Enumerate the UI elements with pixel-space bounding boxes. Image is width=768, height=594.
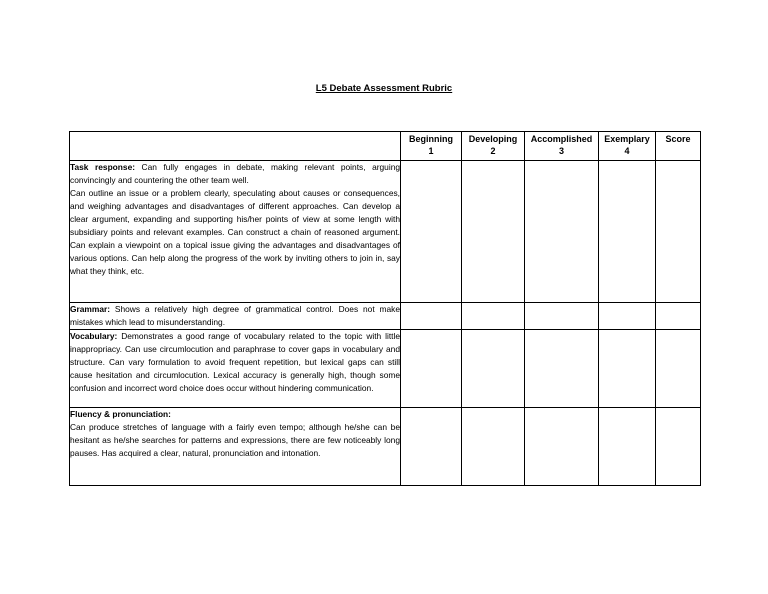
header-developing — [462, 132, 525, 161]
score-cell-developing[interactable] — [462, 161, 525, 303]
score-cell-developing[interactable] — [462, 330, 525, 408]
criterion-text: Shows a relatively high degree of grammatical control. Does not make mistakes which lead to misunderstanding. — [70, 304, 400, 327]
score-cell-accomplished[interactable] — [525, 408, 599, 486]
table-row-vocabulary — [70, 330, 701, 408]
column-label: Accomplished — [530, 134, 593, 144]
document-title: L5 Debate Assessment Rubric — [315, 83, 453, 94]
header-score — [656, 132, 701, 161]
score-cell-score[interactable] — [656, 330, 701, 408]
score-cell-beginning[interactable] — [401, 330, 462, 408]
criterion-cell — [70, 303, 401, 330]
column-label: Score — [665, 134, 691, 144]
criterion-cell — [70, 330, 401, 408]
score-cell-exemplary[interactable] — [599, 303, 656, 330]
header-accomplished — [525, 132, 599, 161]
column-label: Developing — [468, 134, 518, 144]
score-cell-developing[interactable] — [462, 408, 525, 486]
header-criteria-cell — [70, 132, 401, 161]
header-beginning — [401, 132, 462, 161]
criterion-heading: Grammar: — [70, 304, 111, 314]
score-cell-exemplary[interactable] — [599, 161, 656, 303]
criterion-text: Can produce stretches of language with a fairly even tempo; although he/she can be hesitant as he/she searches for patterns and expressions, there are few noticeably long pauses. Has acquired a clear, natural, pronunciation and intonation. — [70, 422, 400, 458]
score-cell-accomplished[interactable] — [525, 161, 599, 303]
score-cell-beginning[interactable] — [401, 408, 462, 486]
column-number: 3 — [558, 146, 564, 156]
criterion-text: Can fully engages in debate, making relevant points, arguing convincingly and countering the other team well. — [70, 162, 401, 185]
score-cell-beginning[interactable] — [401, 161, 462, 303]
criterion-text: Demonstrates a good range of vocabulary related to the topic with little inappropriacy. Can use circumlocution and paraphrase to cover gaps in vocabulary and structure. Can vary formulation to avoid frequent repetition, but lexical gaps can still cause hesitation and circumlocution. Lexical accuracy is generally high, though some confusion and incorrect word choice does occur without hindering communication. — [70, 331, 400, 393]
score-cell-accomplished[interactable] — [525, 303, 599, 330]
criterion-heading: Vocabulary: — [70, 331, 118, 341]
criterion-heading: Fluency & pronunciation: — [70, 409, 171, 419]
score-cell-beginning[interactable] — [401, 303, 462, 330]
score-cell-developing[interactable] — [462, 303, 525, 330]
header-row — [70, 132, 701, 161]
column-label: Beginning — [409, 134, 453, 144]
criterion-cell — [70, 408, 401, 486]
column-number: 1 — [428, 146, 434, 156]
score-cell-score[interactable] — [656, 303, 701, 330]
table-row-fluency-pronunciation — [70, 408, 701, 486]
table-row-task-response — [70, 161, 701, 303]
column-number: 4 — [624, 146, 630, 156]
score-cell-accomplished[interactable] — [525, 330, 599, 408]
table-row-grammar — [70, 303, 701, 330]
header-exemplary — [599, 132, 656, 161]
criterion-heading: Task response: — [70, 162, 136, 172]
score-cell-exemplary[interactable] — [599, 408, 656, 486]
column-label: Exemplary — [604, 134, 650, 144]
score-cell-score[interactable] — [656, 408, 701, 486]
criterion-text-continued: Can outline an issue or a problem clearly, speculating about causes or consequences, and weighing advantages and disadvantages of different approaches. Can develop a clear argument, expanding and supporting his/her points of view at some length with subsidiary points and relevant examples. Can construct a chain of reasoned argument. Can explain a viewpoint on a topical issue giving the advantages and disadvantages of various options. Can help along the progress of the work by inviting others to join in, say what they think, etc. — [70, 188, 400, 276]
column-number: 2 — [490, 146, 496, 156]
rubric-table — [69, 131, 701, 486]
score-cell-score[interactable] — [656, 161, 701, 303]
score-cell-exemplary[interactable] — [599, 330, 656, 408]
criterion-cell — [70, 161, 401, 303]
